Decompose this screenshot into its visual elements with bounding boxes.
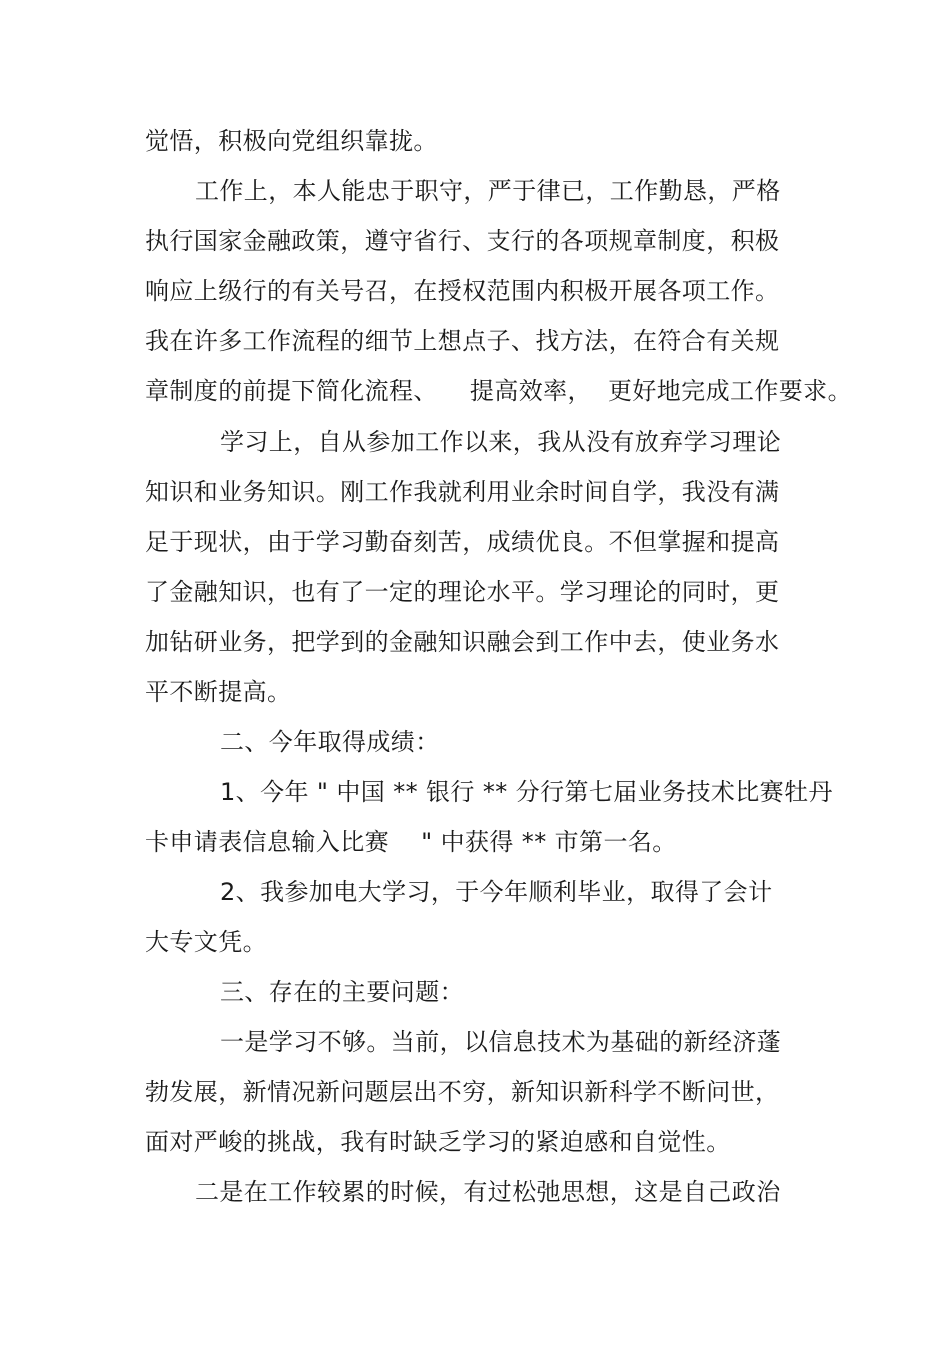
text-line: 学习上，自从参加工作以来，我从没有放弃学习理论 (220, 428, 782, 456)
text-line: 工作上，本人能忠于职守，严于律已，工作勤恳，严格 (195, 177, 781, 205)
section-heading: 三、存在的主要问题： (220, 978, 464, 1006)
text-line: 2、我参加电大学习，于今年顺利毕业，取得了会计 (220, 878, 773, 906)
text-line: 我在许多工作流程的细节上想点子、找方法，在符合有关规 (145, 327, 780, 355)
text-line: 1、今年 " 中国 ** 银行 ** 分行第七届业务技术比赛牡丹 (220, 778, 833, 806)
text-line: 了金融知识，也有了一定的理论水平。学习理论的同时，更 (145, 578, 780, 606)
text-line: 执行国家金融政策，遵守省行、支行的各项规章制度，积极 (145, 227, 780, 255)
text-line: 足于现状，由于学习勤奋刻苦，成绩优良。不但掌握和提高 (145, 528, 780, 556)
text-line: 响应上级行的有关号召，在授权范围内积极开展各项工作。 (145, 277, 780, 305)
text-line: 章制度的前提下简化流程、 提高效率， 更好地完成工作要求。 (145, 377, 852, 405)
text-line: 加钻研业务，把学到的金融知识融会到工作中去，使业务水 (145, 628, 780, 656)
text-line: 二是在工作较累的时候，有过松弛思想，这是自己政治 (195, 1178, 781, 1206)
text-line: 平不断提高。 (145, 678, 292, 706)
section-heading: 二、今年取得成绩： (220, 728, 440, 756)
text-line: 卡申请表信息输入比赛 " 中获得 ** 市第一名。 (145, 828, 677, 856)
text-line: 面对严峻的挑战，我有时缺乏学习的紧迫感和自觉性。 (145, 1128, 731, 1156)
text-line: 大专文凭。 (145, 928, 267, 956)
text-line: 知识和业务知识。刚工作我就利用业余时间自学，我没有满 (145, 478, 780, 506)
text-line: 一是学习不够。当前，以信息技术为基础的新经济蓬 (220, 1028, 782, 1056)
text-line: 觉悟，积极向党组织靠拢。 (145, 127, 438, 155)
text-line: 勃发展，新情况新问题层出不穷，新知识新科学不断问世， (145, 1078, 780, 1106)
